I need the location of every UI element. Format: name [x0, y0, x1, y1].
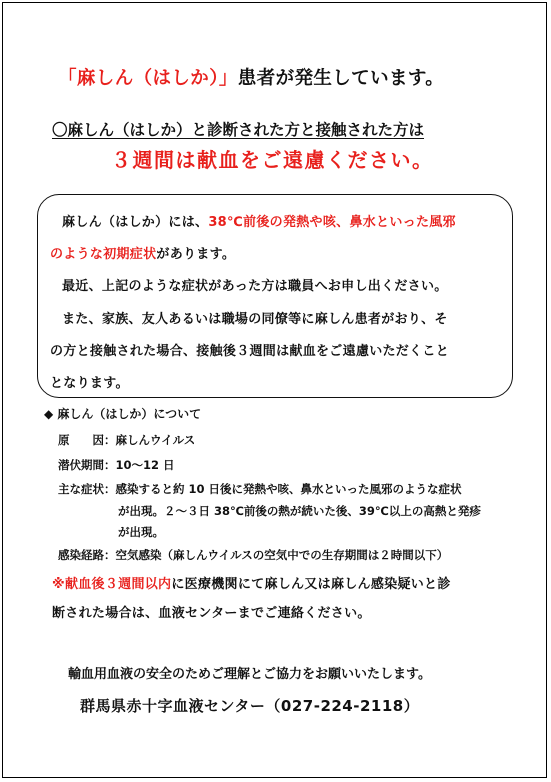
- box-line-1: [62, 211, 456, 230]
- info-box: [37, 194, 513, 398]
- subtitle-refrain: ３週間は献血をご遠慮ください。: [111, 148, 434, 172]
- box-line-5: の方と接触された場合、接触後３週間は献血をご遠慮いただくこと: [50, 344, 450, 359]
- cause-row: [58, 432, 195, 448]
- title-disease: 「麻しん（はしか）」: [58, 68, 238, 89]
- symptoms-line-2: が出現。２〜３日 38℃前後の熱が続いた後、39℃以上の高熱と発疹: [118, 504, 481, 518]
- footer-center: 群馬県赤十字血液センター（027-224-2118）: [80, 697, 420, 715]
- box-text: があります。: [156, 247, 236, 262]
- note-line-1: [52, 573, 451, 592]
- note-red: ※献血後３週間以内: [52, 577, 172, 592]
- box-text: 麻しん（はしか）には、: [62, 215, 209, 230]
- symptoms-value: 感染すると約 10 日後に発熱や咳、鼻水といった風邪のような症状: [115, 482, 462, 496]
- route-label: 感染経路：: [58, 548, 116, 562]
- incubation-label: 潜伏期間：: [58, 458, 116, 472]
- footer-thanks: 輸血用血液の安全のためご理解とご協力をお願いいたします。: [68, 667, 431, 682]
- note-text: に医療機関にて麻しん又は麻しん感染疑いと診: [171, 577, 451, 592]
- box-line-6: となります。: [50, 376, 129, 391]
- incubation-value: 10〜12 日: [115, 458, 175, 472]
- title-rest: 患者が発生しています。: [237, 68, 445, 89]
- note-line-2: 断された場合は、血液センターまでご連絡ください。: [52, 606, 371, 621]
- box-line-3: 最近、上記のような症状があった方は職員へお申し出ください。: [62, 279, 448, 294]
- box-text-red: 38℃前後の発熱や咳、鼻水といった風邪: [208, 215, 456, 230]
- route-row: [58, 547, 448, 563]
- box-text-red: のような初期症状: [50, 247, 157, 262]
- info-heading: ◆ 麻しん（はしか）について: [44, 407, 202, 421]
- box-line-4: また、家族、友人あるいは職場の同僚等に麻しん患者がおり、そ: [62, 312, 448, 327]
- symptoms-line-3: が出現。: [118, 525, 164, 539]
- cause-value: 麻しんウイルス: [115, 433, 196, 447]
- page-title: [58, 64, 444, 90]
- incubation-row: [58, 457, 175, 473]
- box-line-2: [50, 243, 235, 262]
- cause-label: 原 因：: [58, 433, 116, 447]
- symptoms-label: 主な症状：: [58, 482, 116, 496]
- symptoms-row: [58, 481, 462, 497]
- route-value: 空気感染（麻しんウイルスの空気中での生存期間は２時間以下）: [115, 548, 449, 562]
- subtitle-contact: 〇麻しん（はしか）と診断された方と接触された方は: [52, 121, 425, 139]
